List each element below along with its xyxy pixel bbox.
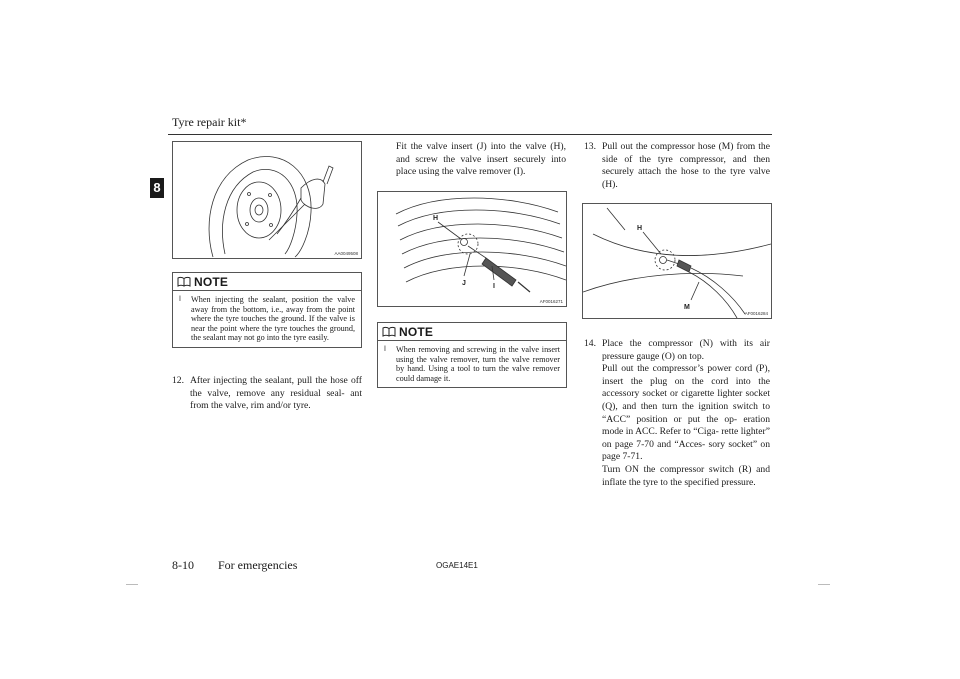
section-title: Tyre repair kit* <box>172 115 247 129</box>
note-body <box>173 291 361 347</box>
bullet-mark: l <box>179 295 181 303</box>
figure-code: AA0049508 <box>334 251 358 256</box>
step-12 <box>172 375 362 413</box>
step-14-paragraph-3: Turn ON the compressor switch (R) and inflate the tyre to the specified pressure. <box>602 463 770 488</box>
figure-code: AF0016271 <box>539 299 563 304</box>
step-number: 12. <box>172 375 184 386</box>
note-text: When injecting the sealant, position the valve away from the bottom, i.e., away from the point where the tyre touches the ground. If the valve is near the point where the tyre touches the ground, the sealant may not go into the tyre easily. <box>191 295 355 343</box>
crop-mark <box>126 584 138 585</box>
tyre-sealant-figure <box>172 141 362 259</box>
note-book-icon <box>382 326 396 337</box>
label-h: H <box>637 225 643 232</box>
figure-code: AF0016284 <box>744 311 768 316</box>
tyre-sealant-illustration <box>173 142 361 258</box>
document-code: OGAE14E1 <box>436 561 478 570</box>
note-text: When removing and screwing in the valve insert using the valve remover, turn the valve remover by hand. Using a tool to turn the valve remover could damage it. <box>396 345 560 383</box>
step-number: 14. <box>584 338 596 349</box>
valve-remover-illustration <box>378 192 566 306</box>
step-14-paragraph-2: Pull out the compressor’s power cord (P), insert the plug on the cord into the accessory socket or cigarette lighter socket (Q), and then turn the ignition switch to “ACC” position or put the op- eration mode in ACC. Refer to “Ciga- rette lighter” on page 7-70 and “Acces- sory socket” on page 7-71. <box>602 363 770 463</box>
step-text <box>602 338 770 489</box>
label-m: M <box>684 304 690 311</box>
footer-section-name: For emergencies <box>218 558 298 572</box>
step-text: After injecting the sealant, pull the hose off the valve, remove any residual seal- ant from the valve, rim and/or tyre. <box>190 375 362 412</box>
note-book-icon <box>177 276 191 287</box>
step-text: Pull out the compressor hose (M) from the side of the tyre compressor, and then securely attach the hose to the tyre valve (H). <box>602 141 770 190</box>
note-heading <box>378 323 566 341</box>
valve-insert-paragraph: Fit the valve insert (J) into the valve (H), and screw the valve insert securely into place using the valve remover (I). <box>396 141 566 178</box>
compressor-hose-illustration <box>583 204 771 318</box>
header-rule <box>168 134 772 135</box>
bullet-mark: l <box>384 345 386 353</box>
note-heading-label: NOTE <box>194 274 229 289</box>
compressor-hose-figure <box>582 203 772 319</box>
chapter-tab: 8 <box>150 178 164 198</box>
step-14-paragraph-1: Place the compressor (N) with its air pressure gauge (O) on top. <box>602 338 770 362</box>
step-14 <box>584 338 770 489</box>
note-box-sealant <box>172 272 362 348</box>
label-i: I <box>493 283 495 290</box>
note-heading <box>173 273 361 291</box>
page-number: 8-10 <box>172 558 194 572</box>
step-number: 13. <box>584 141 596 152</box>
step-13 <box>584 141 770 191</box>
note-heading-label: NOTE <box>399 324 434 339</box>
note-box-valve-remover <box>377 322 567 388</box>
valve-remover-figure <box>377 191 567 307</box>
label-h: H <box>433 215 439 222</box>
crop-mark <box>818 584 830 585</box>
label-j: J <box>462 280 466 287</box>
note-body <box>378 341 566 387</box>
